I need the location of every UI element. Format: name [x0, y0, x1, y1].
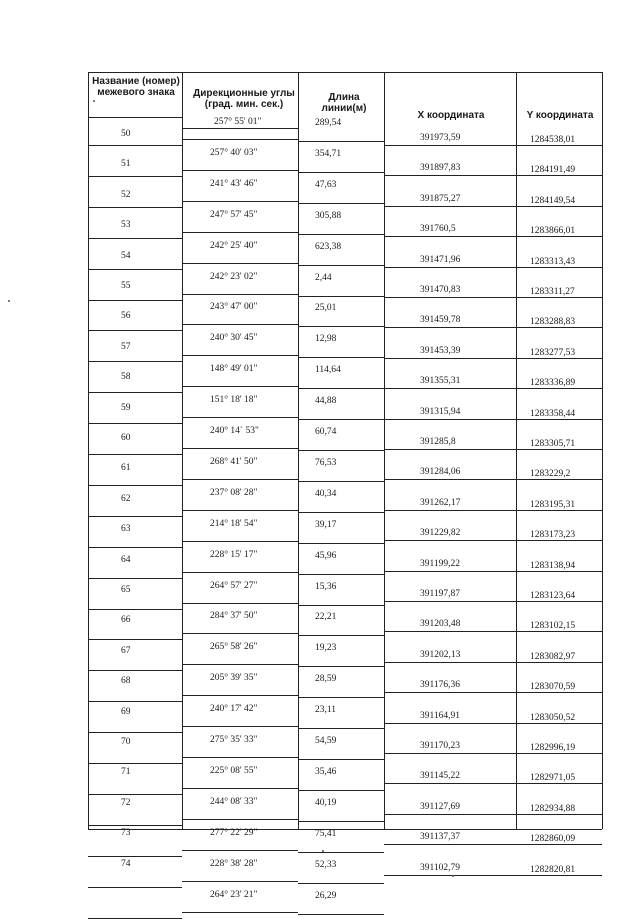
table-row-divider: [88, 639, 182, 640]
table-column-divider: [384, 72, 385, 829]
direction-angle: 247° 57' 45": [210, 210, 258, 220]
y-coordinate: 1284191,49: [530, 165, 576, 175]
boundary-mark-number: 66: [121, 615, 131, 625]
header-x-coordinate: X координата: [417, 110, 485, 121]
table-column-divider: [88, 72, 89, 829]
table-row-divider: [88, 454, 182, 455]
table-row-divider: [298, 481, 384, 482]
line-length: 19,23: [315, 643, 337, 653]
x-coordinate: 391137,37: [420, 832, 461, 842]
table-row-divider: [298, 728, 384, 729]
x-coordinate: 391315,94: [420, 407, 461, 417]
direction-angle: 228° 38' 28": [210, 859, 258, 869]
boundary-mark-number: 50: [121, 129, 131, 139]
x-coordinate: 391197,87: [420, 589, 461, 599]
table-row-divider: [182, 232, 298, 233]
y-coordinate: 1284538,01: [530, 135, 576, 145]
x-coordinate: 391355,31: [420, 376, 461, 386]
table-row-divider: [88, 423, 182, 424]
table-row-divider: [298, 605, 384, 606]
table-row-divider: [182, 541, 298, 542]
table-row-divider: [88, 207, 182, 208]
boundary-mark-number: 74: [121, 859, 131, 869]
table-column-divider: [516, 72, 517, 829]
boundary-mark-number: 72: [121, 798, 131, 808]
line-length: 23,11: [315, 705, 337, 715]
table-row-divider: [298, 141, 384, 142]
x-coordinate: 391284,06: [420, 467, 461, 477]
line-length: 47,63: [315, 180, 337, 190]
x-coordinate: 391285,8: [420, 437, 456, 447]
y-coordinate: 1283336,89: [530, 378, 576, 388]
x-coordinate: 391102,79: [420, 863, 461, 873]
direction-angle: 244° 08' 33": [210, 797, 258, 807]
direction-angle: 277° 22' 29": [210, 828, 258, 838]
table-row-divider: [182, 695, 298, 696]
table-row-divider: [88, 732, 182, 733]
table-row-divider: [182, 324, 298, 325]
table-row-divider: [88, 330, 182, 331]
line-length: 12,98: [315, 334, 337, 344]
y-coordinate: 1283050,52: [530, 713, 576, 723]
table-row-divider: [182, 448, 298, 449]
table-column-divider: [298, 72, 299, 829]
table-row-divider: [182, 664, 298, 665]
y-coordinate: 1283229,2: [530, 469, 571, 479]
table-column-divider: [182, 72, 183, 829]
direction-angle: 241° 43' 46": [210, 179, 258, 189]
direction-angle: 265° 58' 26": [210, 642, 258, 652]
direction-angle: 237° 08' 28": [210, 488, 258, 498]
direction-angle: 240° 17' 42": [210, 704, 258, 714]
boundary-mark-number: 71: [121, 767, 131, 777]
table-row-divider: [298, 172, 384, 173]
line-length: 52,33: [315, 860, 337, 870]
y-coordinate: 1282820,81: [530, 865, 576, 875]
header-length: Длина линии(м): [321, 92, 367, 114]
table-row-divider: [88, 176, 182, 177]
table-row-divider: [298, 666, 384, 667]
table-row-divider: [298, 234, 384, 235]
y-coordinate: 1284149,54: [530, 196, 576, 206]
y-coordinate: 1283173,23: [530, 530, 576, 540]
x-coordinate: 391229,82: [420, 528, 461, 538]
y-coordinate: 1283866,01: [530, 226, 576, 236]
y-coordinate: 1283313,43: [530, 257, 576, 267]
table-row-divider: [88, 145, 182, 146]
x-coordinate: 391176,36: [420, 680, 461, 690]
line-length: 26,29: [315, 891, 337, 901]
direction-angle: 151° 18' 18": [210, 395, 258, 405]
direction-angle: 242° 25' 40": [210, 241, 258, 251]
x-coordinate: 391170,23: [420, 741, 461, 751]
table-row-divider: [88, 117, 182, 118]
line-length: 44,88: [315, 396, 337, 406]
x-coordinate: 391973,59: [420, 133, 461, 143]
table-row-divider: [182, 170, 298, 171]
table-row-divider: [88, 516, 182, 517]
scan-speck: [8, 300, 10, 302]
direction-angle: 284° 37' 50": [210, 611, 258, 621]
table-row-divider: [298, 635, 384, 636]
x-coordinate: 391127,69: [420, 802, 461, 812]
table-row-divider: [298, 759, 384, 760]
table-row-divider: [182, 479, 298, 480]
scan-speck: [452, 875, 454, 877]
direction-angle: 240° 14` 53": [210, 426, 259, 436]
table-row-divider: [298, 914, 384, 915]
line-length: 28,59: [315, 674, 337, 684]
x-coordinate: 391470,83: [420, 285, 461, 295]
table-row-divider: [182, 757, 298, 758]
boundary-mark-number: 64: [121, 555, 131, 565]
table-row-divider: [88, 547, 182, 548]
table-row-divider: [88, 887, 182, 888]
table-row-divider: [88, 300, 182, 301]
x-coordinate: 391145,22: [420, 771, 461, 781]
boundary-mark-number: 63: [121, 524, 131, 534]
line-length: 54,59: [315, 736, 337, 746]
boundary-mark-number: 51: [121, 159, 131, 169]
direction-angle: 275° 35' 33": [210, 735, 258, 745]
table-row-divider: [182, 912, 298, 913]
table-row-divider: [298, 326, 384, 327]
y-coordinate: 1283082,97: [530, 652, 576, 662]
boundary-mark-number: 54: [121, 251, 131, 261]
x-coordinate: 391199,22: [420, 559, 461, 569]
x-coordinate: 391203,48: [420, 619, 461, 629]
line-length: 75,41: [315, 829, 337, 839]
x-coordinate: 391897,83: [420, 163, 461, 173]
table-row-divider: [298, 296, 384, 297]
table-row-divider: [298, 450, 384, 451]
line-length: 22,21: [315, 612, 337, 622]
table-row-divider: [88, 856, 182, 857]
table-row-divider: [88, 238, 182, 239]
line-length: 39,17: [315, 520, 337, 530]
direction-angle: 148° 49' 01": [210, 364, 258, 374]
table-row-divider: [298, 203, 384, 204]
direction-angle: 240° 30' 45": [210, 333, 258, 343]
y-coordinate: 1282971,05: [530, 773, 576, 783]
direction-angle: 243° 47' 00": [210, 302, 258, 312]
table-row-divider: [182, 294, 298, 295]
table-row-divider: [298, 265, 384, 266]
line-length: 25,01: [315, 303, 337, 313]
line-length: 35,46: [315, 767, 337, 777]
boundary-mark-number: 58: [121, 372, 131, 382]
table-row-divider: [88, 578, 182, 579]
boundary-mark-number: 53: [121, 220, 131, 230]
boundary-mark-number: 61: [121, 463, 131, 473]
table-row-divider: [88, 609, 182, 610]
table-row-divider: [298, 512, 384, 513]
x-coordinate: 391164,91: [420, 711, 461, 721]
table-row-divider: [298, 357, 384, 358]
table-row-divider: [88, 72, 602, 73]
direction-angle: 257° 55' 01": [214, 117, 262, 127]
y-coordinate: 1283305,71: [530, 439, 576, 449]
table-row-divider: [298, 419, 384, 420]
table-row-divider: [298, 821, 384, 822]
x-coordinate: 391262,17: [420, 498, 461, 508]
y-coordinate: 1282934,88: [530, 804, 576, 814]
table-row-divider: [182, 386, 298, 387]
line-length: 305,88: [315, 211, 342, 221]
direction-angle: 228° 15' 17": [210, 550, 258, 560]
y-coordinate: 1283311,27: [530, 287, 575, 297]
table-row-divider: [88, 825, 182, 826]
table-row-divider: [182, 881, 298, 882]
boundary-mark-number: 62: [121, 494, 131, 504]
line-length: 45,96: [315, 551, 337, 561]
boundary-mark-number: 57: [121, 342, 131, 352]
table-row-divider: [88, 485, 182, 486]
boundary-mark-number: 67: [121, 646, 131, 656]
line-length: 354,71: [315, 149, 342, 159]
x-coordinate: 391202,13: [420, 650, 461, 660]
direction-angle: 257° 40' 03": [210, 148, 258, 158]
table-row-divider: [182, 726, 298, 727]
table-row-divider: [88, 763, 182, 764]
line-length: 2,44: [315, 273, 332, 283]
line-length: 40,19: [315, 798, 337, 808]
boundary-mark-number: 68: [121, 676, 131, 686]
boundary-mark-number: 59: [121, 403, 131, 413]
direction-angle: 242° 23' 02": [210, 272, 258, 282]
y-coordinate: 1282860,09: [530, 834, 576, 844]
y-coordinate: 1283070,59: [530, 682, 576, 692]
direction-angle: 214° 18' 54": [210, 519, 258, 529]
y-coordinate: 1283195,31: [530, 500, 576, 510]
table-row-divider: [298, 790, 384, 791]
table-row-divider: [88, 794, 182, 795]
line-length: 60,74: [315, 427, 337, 437]
boundary-mark-number: 55: [121, 281, 131, 291]
y-coordinate: 1283138,94: [530, 561, 576, 571]
boundary-mark-number: 70: [121, 737, 131, 747]
direction-angle: 268° 41' 50": [210, 457, 258, 467]
boundary-mark-number: 65: [121, 585, 131, 595]
table-column-divider: [602, 72, 603, 829]
table-row-divider: [88, 392, 182, 393]
table-row-divider: [298, 883, 384, 884]
table-row-divider: [182, 139, 298, 140]
table-row-divider: [182, 572, 298, 573]
scan-speck: [322, 850, 324, 852]
header-name: Название (номер) межевого знака: [92, 76, 180, 98]
table-row-divider: [182, 510, 298, 511]
table-row-divider: [182, 788, 298, 789]
boundary-mark-number: 52: [121, 190, 131, 200]
direction-angle: 225° 08' 55": [210, 766, 258, 776]
x-coordinate: 391459,78: [420, 315, 461, 325]
y-coordinate: 1283102,15: [530, 621, 576, 631]
direction-angle: 264° 23' 21": [210, 890, 258, 900]
line-length: 76,53: [315, 458, 337, 468]
table-row-divider: [298, 574, 384, 575]
y-coordinate: 1283358,44: [530, 409, 576, 419]
y-coordinate: 1282996,19: [530, 743, 576, 753]
table-row-divider: [298, 852, 384, 853]
scan-speck: [93, 100, 95, 102]
boundary-mark-number: 56: [121, 311, 131, 321]
table-row-divider: [88, 701, 182, 702]
line-length: 623,38: [315, 242, 342, 252]
direction-angle: 264° 57' 27": [210, 581, 258, 591]
table-row-divider: [298, 697, 384, 698]
x-coordinate: 391471,96: [420, 255, 461, 265]
direction-angle: 205° 39' 35": [210, 673, 258, 683]
line-length: 15,36: [315, 582, 337, 592]
boundary-mark-number: 60: [121, 433, 131, 443]
table-row-divider: [88, 829, 602, 830]
table-row-divider: [298, 388, 384, 389]
header-y-coordinate: Y координата: [526, 110, 594, 121]
y-coordinate: 1283288,83: [530, 317, 576, 327]
y-coordinate: 1283277,53: [530, 348, 576, 358]
table-row-divider: [182, 128, 298, 129]
table-row-divider: [182, 819, 298, 820]
table-row-divider: [298, 543, 384, 544]
line-length: 114,64: [315, 365, 341, 375]
table-row-divider: [182, 603, 298, 604]
x-coordinate: 391760,5: [420, 224, 456, 234]
table-row-divider: [182, 633, 298, 634]
table-row-divider: [182, 850, 298, 851]
x-coordinate: 391875,27: [420, 194, 461, 204]
boundary-mark-number: 73: [121, 828, 131, 838]
header-angles: Дирекционные углы (град. мин. сек.): [193, 88, 295, 110]
table-row-divider: [182, 201, 298, 202]
line-length: 289,54: [315, 118, 342, 128]
table-row-divider: [88, 670, 182, 671]
boundary-mark-number: 69: [121, 707, 131, 717]
table-row-divider: [88, 361, 182, 362]
table-row-divider: [88, 269, 182, 270]
line-length: 40,34: [315, 489, 337, 499]
x-coordinate: 391453,39: [420, 346, 461, 356]
table-row-divider: [182, 417, 298, 418]
table-row-divider: [182, 263, 298, 264]
table-row-divider: [182, 355, 298, 356]
y-coordinate: 1283123,64: [530, 591, 576, 601]
